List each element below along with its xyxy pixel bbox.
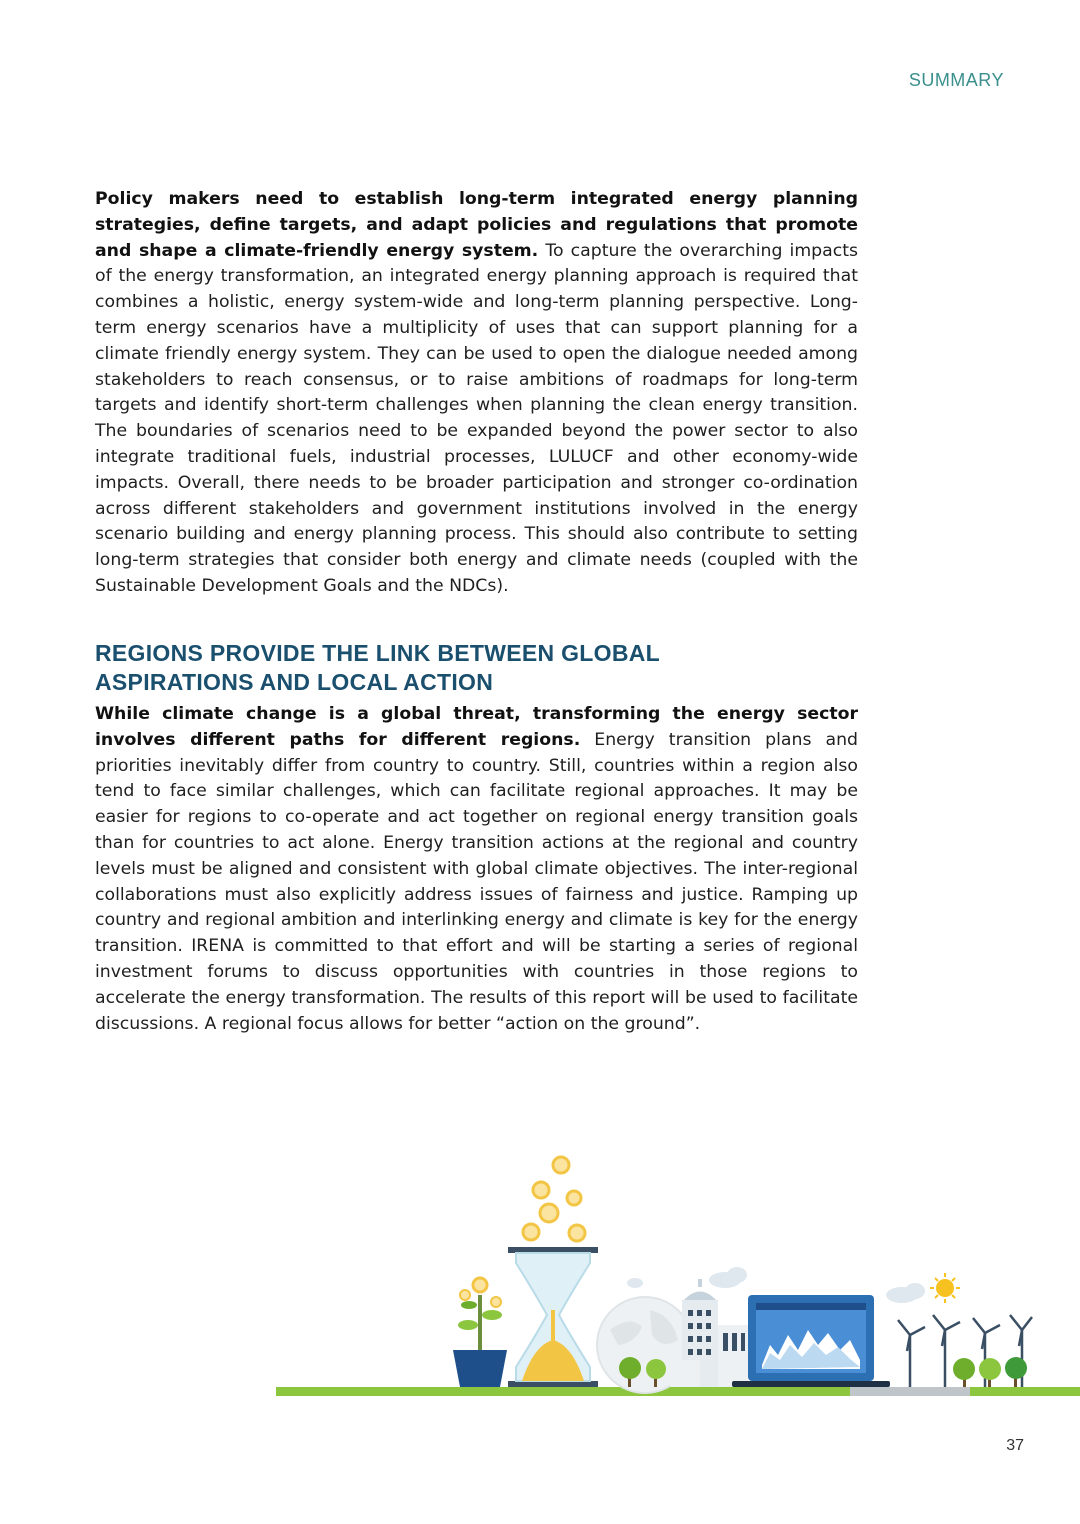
- running-head: SUMMARY: [908, 70, 1004, 90]
- page-number: 37: [1006, 1437, 1024, 1454]
- paragraph-energy-planning: [95, 187, 858, 600]
- laptop-icon: [732, 1295, 890, 1387]
- energy-transition-illustration: [270, 1145, 1080, 1405]
- ground-road: [850, 1387, 970, 1396]
- paragraph-body: Energy transition plans and priorities inevitably differ from country to country. Still, countries within a region also tend to face similar challenges, which can facilitate regional approaches. It may be easier for regions to co-operate and act together on regional energy transition goals than for countries to act alone. Energy transition actions at the regional and country levels must be aligned and consistent with global climate objectives. The inter-regional collaborations must also explicitly address issues of fairness and justice. Ramping up country and regional ambition and interlinking energy and climate is key for the energy transition. IRENA is committed to that effort and will be starting a series of regional investment forums to discuss opportunities with countries in those regions to accelerate the energy transformation. The results of this report will be used to facilitate discussions. A regional focus allows for better “action on the ground”.: [95, 729, 858, 1034]
- sun-icon: [930, 1273, 960, 1303]
- hourglass-icon: [508, 1247, 598, 1387]
- paragraph-lead: Policy makers need to establish long-term integrated energy planning strategies, define targets, and adapt policies and regulations that promote and shape a climate-friendly energy system.: [95, 189, 858, 261]
- paragraph-body: To capture the overarching impacts of the energy transformation, an integrated energy planning approach is required that combines a holistic, energy system-wide and long-term planning perspective. Long-term energy scenarios have a multiplicity of uses that can support planning for a climate friendly energy system. They can be used to open the dialogue needed among stakeholders to reach consensus, or to raise ambitions of roadmaps for long-term targets and identify short-term challenges when planning the clean energy transition. The boundaries of scenarios need to be expanded beyond the power sector to also integrate traditional fuels, industrial processes, LULUCF and other economy-wide impacts. Overall, there needs to be broader participation and stronger co-ordination across different stakeholders and government institutions involved in the energy scenario building and energy planning process. This should also contribute to setting long-term strategies that consider both energy and climate needs (coupled with the Sustainable Development Goals and the NDCs).: [95, 240, 858, 596]
- section-heading: [95, 639, 858, 697]
- paragraph-lead: While climate change is a global threat, transforming the energy sector involves different paths for different regions.: [95, 704, 858, 750]
- section-heading-line1: REGIONS PROVIDE THE LINK BETWEEN GLOBAL: [95, 640, 661, 666]
- plant-icon: [453, 1278, 507, 1387]
- section-heading-line2: ASPIRATIONS AND LOCAL ACTION: [95, 669, 494, 695]
- paragraph-regions: [95, 702, 858, 1037]
